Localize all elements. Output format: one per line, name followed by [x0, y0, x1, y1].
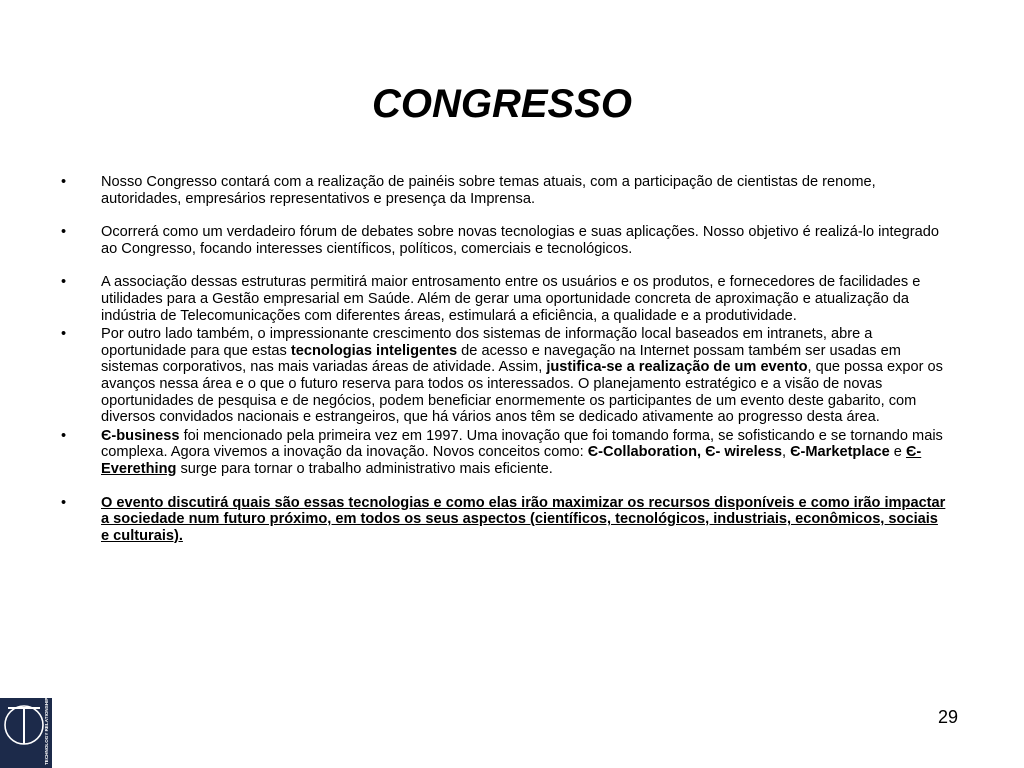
- bold-phrase: Є-business: [101, 427, 180, 444]
- bullet-text: , que possa expor os avanços nessa área e o que o futuro reserva para todos os interessados. O planejamento estratégico e a visão de novas oportunidades de pesquisa e de negócios, podem beneficiar enormemente os participantes de um evento deste gabarito, com diversos convidados nacionais e estrangeiros, que há vários anos têm se dedicado ativamente ao progresso desta área.: [101, 359, 943, 426]
- bold-phrase: Є-Marketplace: [790, 444, 890, 461]
- bold-underlined-text: O evento discutirá quais são essas tecnologias e como elas irão maximizar os recursos disponíveis e como irão impactar a sociedade num futuro próximo, em todos os seus aspectos (científicos, tecnológicos, industriais, econômicos, sociais e culturais).: [101, 494, 946, 544]
- bold-phrase: tecnologias inteligentes: [290, 342, 458, 359]
- bullet-text: Ocorrerá como um verdadeiro fórum de debates sobre novas tecnologias e suas aplicações. Nosso objetivo é realizá-lo integrado ao Congresso, focando interesses científicos, políticos, comerciais e tecnológicos.: [101, 224, 939, 257]
- bullet-dot: •: [61, 326, 67, 343]
- bullet-item-1: [58, 174, 948, 207]
- bullet-text: foi mencionado pela primeira vez em 1997. Uma inovação que foi tomando forma, se sofisticando e se tornando mais complexa. Agora vivemos a inovação da inovação. Novos conceitos como:: [101, 427, 943, 461]
- logo-text: TECHNOLOGY RELATIONSHIP: [44, 698, 49, 765]
- bullet-text: surge para tornar o trabalho administrativo mais eficiente.: [176, 460, 553, 477]
- bullet-text: A associação dessas estruturas permitirá maior entrosamento entre os usuários e os produtos, e fornecedores de facilidades e utilidades para a Gestão empresarial em Saúde. Além de gerar uma oportunidade concreta de aproximação e atualização da indústria de Telecomunicações com diferentes áreas, estimulará a eficiência, a qualidade e a produtividade.: [101, 274, 921, 324]
- bullet-text: Nosso Congresso contará com a realização de painéis sobre temas atuais, com a participação de cientistas de renome, autoridades, empresários representativos e presença da Imprensa.: [101, 174, 876, 207]
- technology-relationship-logo: [0, 698, 52, 768]
- bullet-list: [58, 174, 948, 544]
- bullet-dot: •: [61, 274, 67, 291]
- bold-underlined-phrase: Є- Everething: [101, 444, 922, 477]
- bullet-dot: •: [61, 224, 67, 241]
- bullet-item-2: [58, 224, 948, 257]
- slide-title: CONGRESSO: [371, 82, 633, 126]
- bullet-item-5: [58, 428, 948, 478]
- page-number: 29: [938, 707, 959, 727]
- bullet-text: ,: [782, 444, 791, 461]
- bullet-item-6: [58, 495, 948, 545]
- bullet-text: e: [889, 444, 906, 461]
- bold-phrase: justifica-se a realização de um evento: [546, 359, 808, 376]
- bullet-dot: •: [61, 494, 67, 511]
- bullet-text: Por outro lado também, o impressionante crescimento dos sistemas de informação local baseados em intranets, abre a oportunidade para que estas: [101, 326, 873, 359]
- bullet-text: de acesso e navegação na Internet possam também ser usadas em sistemas corporativos, nas mais variadas áreas de atividade. Assim,: [101, 342, 901, 376]
- bullet-item-3: [58, 274, 948, 324]
- bold-phrase: Є-Collaboration, Є- wireless: [587, 444, 783, 461]
- bullet-item-4: [58, 326, 948, 426]
- bullet-dot: •: [61, 427, 67, 444]
- bullet-dot: •: [61, 174, 67, 190]
